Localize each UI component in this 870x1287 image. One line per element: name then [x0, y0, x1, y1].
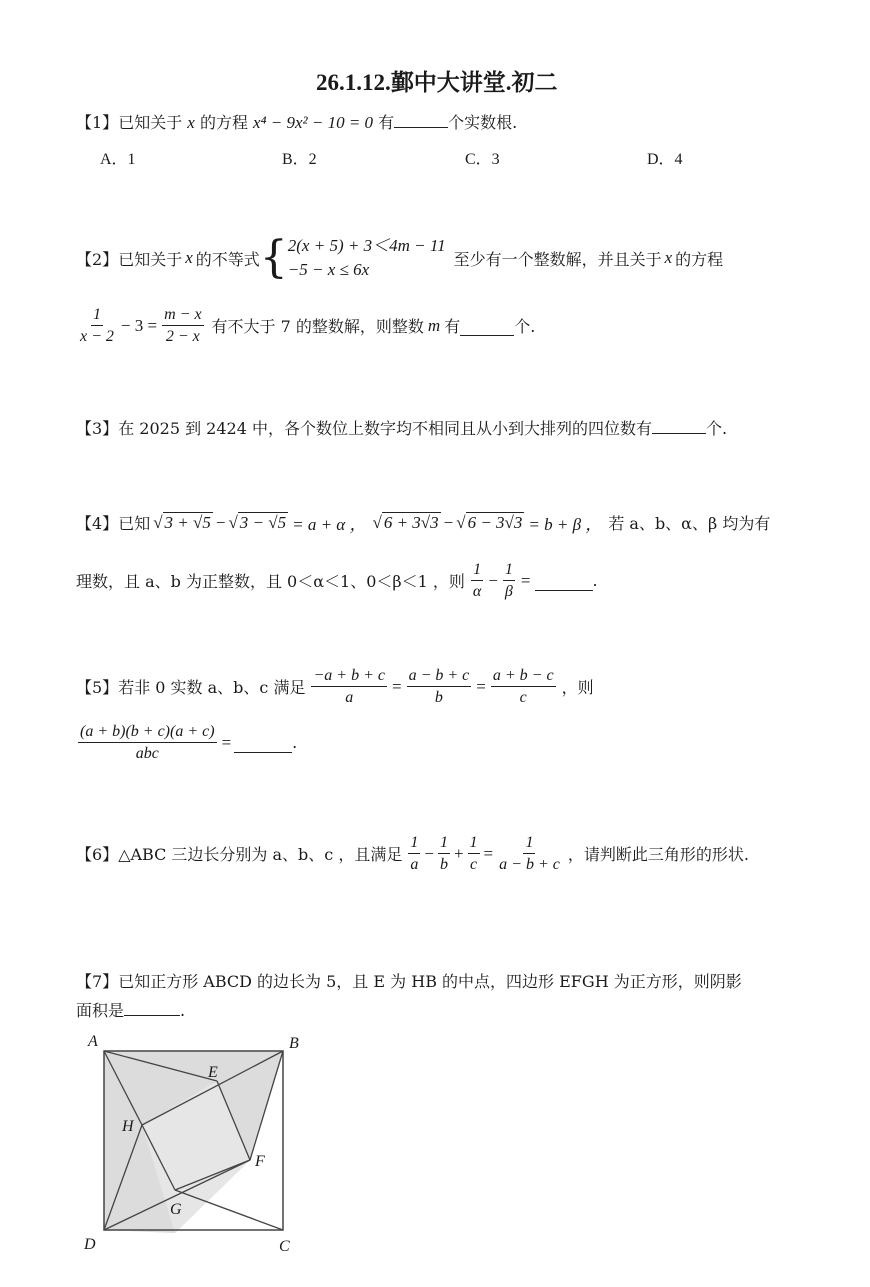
question-2-line-2 — [76, 305, 535, 346]
fraction-beta-num: 1 — [503, 560, 515, 581]
radical-4: 6 − 3√3 — [467, 512, 523, 532]
question-3 — [76, 416, 727, 439]
inequality-system — [288, 234, 446, 282]
option-b: B．2 — [282, 151, 317, 168]
fraction-6-a — [408, 833, 420, 874]
fraction-beta — [503, 560, 515, 601]
question-5-prefix: 若非 0 实数 a、b、c 满足 — [118, 678, 306, 697]
fraction-5-3 — [491, 666, 556, 707]
label-d: D — [84, 1236, 96, 1253]
fraction-1 — [78, 305, 116, 346]
question-3-tail: 个. — [705, 419, 728, 438]
fraction-5-4-den: abc — [135, 745, 159, 762]
page-title: 26.1.12.鄞中大讲堂.初二 — [316, 70, 558, 95]
question-4-tail: . — [592, 571, 598, 590]
question-2-number: 【2】 — [76, 249, 119, 269]
fraction-6-a-num: 1 — [408, 833, 420, 854]
answer-blank[interactable] — [394, 126, 448, 128]
inequality-2: −5 − x ≤ 6x — [287, 260, 370, 279]
fraction-5-3-den: c — [519, 689, 527, 706]
label-g: G — [170, 1201, 182, 1218]
option-a: A．1 — [100, 151, 136, 168]
question-3-text: 在 2025 到 2424 中，各个数位上数字均不相同且从小到大排列的四位数有 — [118, 419, 652, 438]
fraction-1-den: x − 2 — [80, 328, 114, 345]
option-d: D．4 — [647, 151, 683, 168]
answer-blank[interactable] — [535, 589, 593, 591]
question-4-prefix: 已知 — [118, 514, 151, 533]
answer-blank[interactable] — [460, 334, 514, 336]
label-b: B — [289, 1035, 299, 1052]
fraction-6-c-num: 1 — [468, 833, 480, 854]
answer-blank[interactable] — [234, 751, 292, 753]
fraction-alpha-num: 1 — [471, 560, 483, 581]
question-1-equation: x⁴ − 9x² − 10 = 0 — [253, 113, 374, 132]
question-6-post: ，请判断此三角形的形状. — [567, 845, 749, 864]
label-h: H — [122, 1118, 134, 1135]
fraction-1-num: 1 — [91, 305, 103, 326]
question-2-prefix: 已知关于 — [118, 249, 183, 269]
fraction-alpha-den: α — [472, 583, 482, 600]
question-2-line-2-b: 有 — [444, 317, 461, 336]
question-4-eq-2: = b + β ， — [528, 515, 603, 534]
question-5-post: ，则 — [561, 678, 594, 697]
fraction-6-c — [468, 833, 480, 874]
fraction-5-2 — [407, 666, 472, 707]
label-a: A — [88, 1033, 98, 1050]
fraction-5-4 — [78, 722, 217, 763]
question-5-line-2: $\frac{(a + b)(b + c)(a + c)}{\text{abc}}$ = . — [80, 723, 298, 762]
answer-blank[interactable] — [124, 1014, 180, 1016]
question-1-number: 【1】 — [76, 113, 119, 132]
question-2-post: 至少有一个整数解，并且关于 — [453, 249, 662, 269]
question-2-tail: 个. — [514, 317, 536, 336]
question-4-number: 【4】 — [76, 514, 119, 533]
answer-blank[interactable] — [652, 432, 706, 434]
fraction-alpha — [471, 560, 483, 601]
question-3-number: 【3】 — [76, 419, 119, 438]
fraction-6-a-den: a — [410, 856, 419, 873]
fraction-2-den: 2 − x — [165, 328, 200, 345]
fraction-5-3-num: a + b − c — [491, 666, 556, 687]
question-4-line-2-text: 理数，且 a、b 为正整数，且 0＜α＜1、0＜β＜1 ，则 — [76, 572, 465, 591]
fraction-2 — [162, 305, 203, 346]
radical-1: 3 + √5 — [164, 512, 211, 532]
question-7-number: 【7】 — [76, 972, 119, 991]
question-4-line-1: 【4】 已知 √ 3 + √5 − √ 3 − √5 = a + α ， √ 6 + 3√3 − √ 6 − 3√3 = b + β ， 若 a、b、α、β 均为有 — [76, 510, 770, 535]
question-1-prefix: 已知关于 — [118, 113, 183, 132]
fraction-5-2-num: a − b + c — [407, 666, 472, 687]
option-c: C．3 — [465, 151, 500, 168]
fraction-5-4-num: (a + b)(b + c)(a + c) — [78, 722, 217, 743]
question-2-post-2: 的方程 — [675, 249, 724, 269]
question-1-post: 有 — [378, 113, 395, 132]
label-e: E — [208, 1064, 218, 1081]
question-7-line-2 — [76, 998, 185, 1021]
question-4-eq-1: = a + α ， — [292, 515, 367, 534]
question-2-line-1 — [76, 234, 723, 282]
system-brace: { — [259, 232, 288, 283]
radical-2: 3 − √5 — [239, 512, 287, 532]
question-2-m: m — [427, 315, 441, 335]
question-6-number: 【6】 — [76, 845, 119, 864]
fraction-5-1-num: −a + b + c — [311, 666, 387, 687]
question-6-prefix: △ABC 三边长分别为 a、b、c ，且满足 — [118, 845, 403, 864]
question-5-line-1: 【5】 若非 0 实数 a、b、c 满足 $\frac{-a + b + c}{a}$ = $\frac{a - b + c}{b}$ = $\frac{a + b - c}{c}$ ，则 — [76, 667, 594, 706]
inequality-1: 2(x + 5) + 3＜4m − 11 — [287, 236, 446, 255]
question-1-tail: 个实数根. — [448, 113, 518, 132]
question-2-var-2: x — [664, 248, 673, 267]
fraction-6-c-den: c — [469, 856, 478, 873]
question-1-mid: 的方程 — [199, 113, 248, 132]
question-1 — [76, 110, 517, 133]
question-2-var: x — [185, 248, 193, 267]
fraction-6-b-num: 1 — [438, 833, 450, 854]
label-f: F — [255, 1153, 265, 1170]
fraction-5-1 — [311, 666, 387, 707]
question-6: 【6】 △ABC 三边长分别为 a、b、c ，且满足 $\frac{1}{a}$ − $\frac{1}{b}$ + $\frac{1}{c}$ = $\frac{1}{a - b + c}$ ，请判断此三角形的形状. — [76, 834, 749, 873]
question-1-var: x — [187, 113, 195, 132]
label-c: C — [279, 1238, 290, 1255]
fraction-2-num: m − x — [162, 305, 203, 326]
question-2-line-2-a: 有不大于 7 的整数解，则整数 — [211, 317, 424, 336]
question-4-post: 若 a、b、α、β 均为有 — [608, 514, 771, 533]
question-5-number: 【5】 — [76, 678, 119, 697]
question-7-line-1-text: 已知正方形 ABCD 的边长为 5，且 E 为 HB 的中点，四边形 EFGH 为正方形，则阴影 — [118, 972, 742, 991]
square-figure — [70, 1030, 330, 1260]
fraction-beta-den: β — [504, 583, 513, 600]
fraction-5-2-den: b — [434, 689, 443, 706]
radical-3: 6 + 3√3 — [383, 512, 439, 532]
fraction-6-b — [438, 833, 450, 874]
question-7-line-1 — [76, 969, 742, 992]
question-2-mid: 的不等式 — [195, 249, 260, 269]
question-4-line-2: 理数，且 a、b 为正整数，且 0＜α＜1、0＜β＜1 ，则 $\frac{1}{\alpha}$ − $\frac{1}{\beta}$ = . — [76, 561, 598, 600]
fraction-6-d-den: a − b + c — [499, 856, 560, 873]
fraction-6-d-num: 1 — [523, 833, 535, 854]
question-7-line-2-text: 面积是 — [76, 1001, 125, 1020]
minus-three: − 3 = — [120, 315, 158, 335]
question-7-tail: . — [180, 1001, 186, 1020]
question-5-tail: . — [292, 733, 298, 752]
fraction-5-1-den: a — [345, 689, 354, 706]
fraction-6-b-den: b — [439, 856, 448, 873]
fraction-6-d — [497, 833, 562, 874]
